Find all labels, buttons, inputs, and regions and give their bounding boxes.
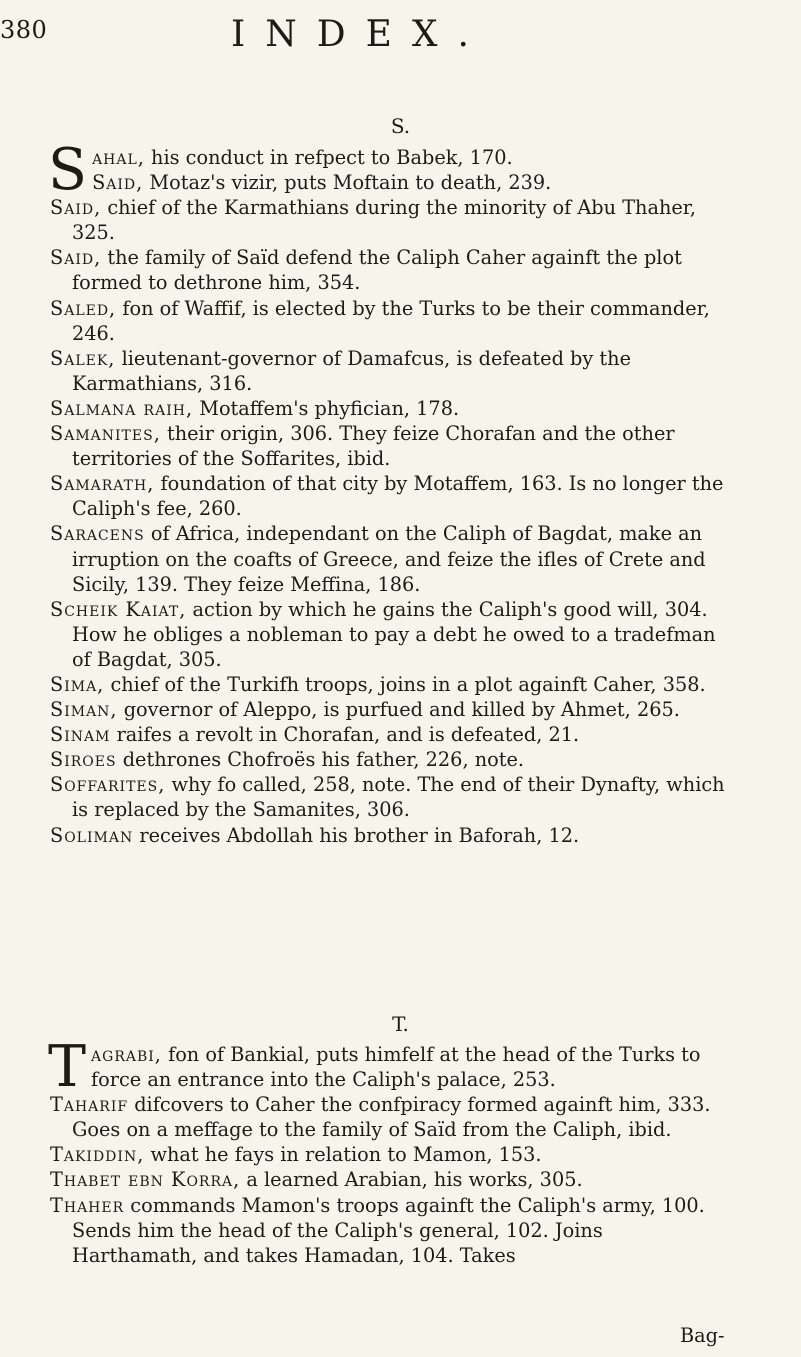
entry-text: Motaffem's phyfician, 178. (193, 396, 460, 420)
drop-cap: S (48, 137, 89, 203)
index-entry (50, 823, 730, 848)
drop-cap: T (48, 1034, 88, 1100)
index-entry (50, 722, 730, 747)
index-entry (50, 421, 730, 471)
entry-headword: Saracens (50, 522, 145, 546)
entry-text: governor of Aleppo, is purfued and killed by Ahmet, 265. (117, 698, 680, 722)
index-entry (48, 137, 730, 203)
entry-text: action by which he gains the Caliph's good will, 304. How he obliges a nobleman to pay a debt he owed to a tradefman of Bagdat, 305. (72, 597, 716, 671)
entry-headword: Siman, (50, 698, 118, 722)
headword-rest: agrabi, (91, 1043, 162, 1066)
entry-text: commands Mamon's troops againft the Caliph's army, 100. Sends him the head of the Caliph's general, 102. Joins Harthamath, and takes Hamadan, 104. Takes (72, 1193, 705, 1267)
section-letter-t: T. (392, 1012, 409, 1036)
index-entry (50, 396, 730, 421)
index-entry (50, 346, 730, 396)
index-entry (50, 697, 730, 722)
index-entry (50, 1092, 730, 1142)
entry-headword: Thabet ebn Korra, (50, 1168, 241, 1192)
entry-text: his conduct in refpect to Babek, 170. (144, 146, 513, 169)
entry-headword: Soliman (50, 823, 134, 847)
entry-text: receives Abdollah his brother in Baforah, 12. (133, 823, 580, 847)
entry-headword: Salek, (50, 346, 116, 370)
headword-rest: ahal, (92, 146, 145, 169)
page-number: 380 (0, 16, 48, 44)
entry-text: a learned Arabian, his works, 305. (240, 1168, 583, 1192)
entry-text: of Africa, independant on the Caliph of Bagdat, make an irruption on the coafts of Greece, and feize the ifles of Crete and Sicily, 139. They feize Meffina, 186. (72, 522, 706, 596)
entry-headword: Said, (50, 196, 102, 220)
index-entry (50, 672, 730, 697)
catchword: Bag- (680, 1324, 725, 1347)
index-entry (50, 521, 730, 596)
entry-text: what he fays in relation to Mamon, 153. (144, 1143, 542, 1167)
entry-text: raifes a revolt in Chorafan, and is defeated, 21. (110, 723, 580, 747)
entry-headword: Taharif (50, 1093, 129, 1117)
entry-text: Motaz's vizir, puts Moftain to death, 239. (143, 171, 552, 195)
entry-text: chief of the Turkifh troops, joins in a plot againft Caher, 358. (104, 672, 706, 696)
index-entry (50, 1167, 730, 1192)
index-entry (50, 245, 730, 295)
entry-headword: Siroes (50, 748, 117, 772)
index-entry (50, 747, 730, 772)
entry-headword: Soffarites, (50, 773, 166, 797)
entry-text: fon of Waffif, is elected by the Turks to be their commander, 246. (72, 296, 710, 345)
index-entry (50, 597, 730, 672)
entry-headword: Said, (92, 171, 144, 195)
entry-text: fon of Bankial, puts himfelf at the head of the Turks to force an entrance into the Caliph's palace, 253. (91, 1043, 701, 1092)
entry-text: the family of Saïd defend the Caliph Caher againft the plot formed to dethrone him, 354. (72, 246, 682, 295)
entry-headword: Salmana raih, (50, 396, 194, 420)
entry-headword: Samanites, (50, 422, 161, 446)
entry-headword: Saled, (50, 296, 117, 320)
entry-text: dethrones Chofroës his father, 226, note. (116, 748, 525, 772)
index-entry (48, 1034, 730, 1100)
entry-headword (48, 1034, 162, 1100)
entry-headword: Scheik Kaiat, (50, 597, 187, 621)
entry-headword: Takiddin, (50, 1143, 145, 1167)
section-t-entries (48, 1034, 730, 1268)
running-head: INDEX. (231, 14, 489, 55)
entry-headword: Said, (50, 246, 102, 270)
section-letter-s: S. (390, 114, 411, 138)
entry-text: foundation of that city by Motaffem, 163. Is no longer the Caliph's fee, 260. (72, 472, 724, 521)
entry-headword: Samarath, (50, 472, 155, 496)
index-entry (50, 772, 730, 822)
entry-text: difcovers to Caher the confpiracy formed againft him, 333. Goes on a meffage to the family of Saïd from the Caliph, ibid. (72, 1093, 711, 1142)
index-entry (50, 1193, 730, 1268)
section-s-entries (48, 137, 730, 848)
index-entry (50, 195, 730, 245)
entry-headword: Sima, (50, 672, 105, 696)
entry-text: chief of the Karmathians during the minority of Abu Thaher, 325. (72, 196, 697, 245)
index-entry (50, 296, 730, 346)
entry-text: their origin, 306. They feize Chorafan and the other territories of the Soffarites, ibid. (72, 422, 675, 471)
entry-text: why fo called, 258, note. The end of their Dynafty, which is replaced by the Samanites, 306. (72, 773, 725, 822)
index-entry (50, 471, 730, 521)
index-entry (50, 1142, 730, 1167)
entry-headword: Sinam (50, 723, 111, 747)
entry-headword: Thaher (50, 1193, 125, 1217)
entry-text: lieutenant-governor of Damafcus, is defeated by the Karmathians, 316. (72, 346, 631, 395)
